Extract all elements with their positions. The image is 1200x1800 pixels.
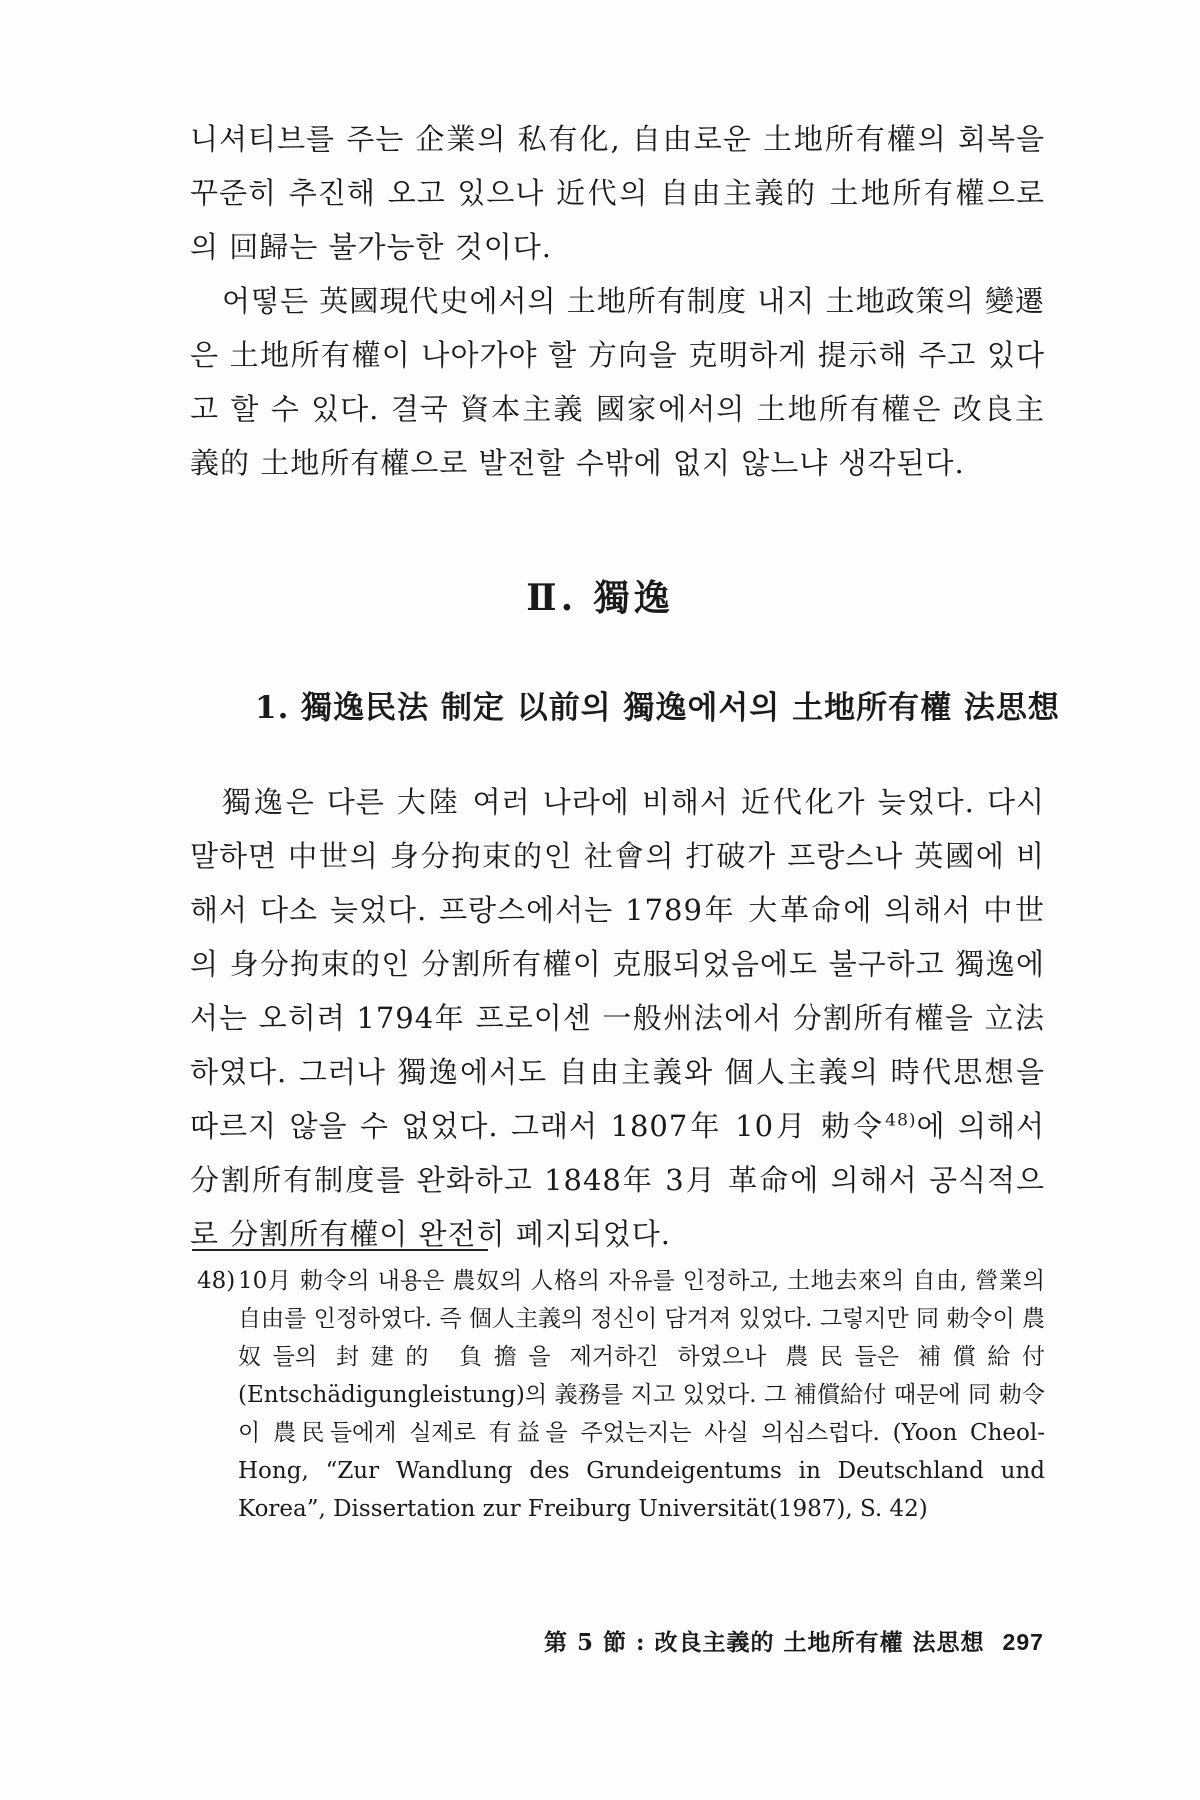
top-text-block [190,112,1045,490]
running-footer [544,1624,1044,1657]
chapter-title: Ⅱ. 獨逸 [526,577,674,619]
footnote-48 [197,1262,1045,1528]
running-head-text: 第 5 節 : 改良主義的 土地所有權 法思想 [544,1629,985,1656]
paragraph-text-after-ref: 에 의해서 分割所有制度를 완화하고 1848年 3月 革命에 의해서 공식적으로 分割所有權이 완전히 폐지되었다. [190,1109,1045,1251]
page-number: 297 [1002,1629,1044,1655]
paragraph-continued: 니셔티브를 주는 企業의 私有化, 自由로운 土地所有權의 회복을 꾸준히 추진해 오고 있으나 近代의 自由主義的 土地所有權으로의 回歸는 불가능한 것이다. [190,122,1045,264]
paragraph-germany [190,775,1045,1261]
footnote-divider [192,1249,488,1251]
main-text-block [190,775,1045,1261]
paragraph-text-before-ref: 獨逸은 다른 大陸 여러 나라에 비해서 近代化가 늦었다. 다시 말하면 中世의 身分拘束的인 社會의 打破가 프랑스나 英國에 비해서 다소 늦었다. 프랑스에서는 1789年 大革命에 의해서 中世의 身分拘束的인 分割所有權이 克服되었음에도 불구하고 獨逸에서는 오히려 1794年 프로이센 一般州法에서 分割所有權을 立法하였다. 그러나 獨逸에서도 自由主義와 個人主義의 時代思想을 따르지 않을 수 없었다. 그래서 1807年 10月 勅令 [190,785,1045,1143]
footnote-reference[interactable]: 48) [885,1110,917,1131]
section-title: 1. 獨逸民法 制定 以前의 獨逸에서의 土地所有權 法思想 [255,690,1060,726]
footnote-number: 48) [197,1268,236,1294]
footnote-text: 10月 勅令의 내용은 農奴의 人格의 자유를 인정하고, 土地去來의 自由, 營業의 自由를 인정하였다. 즉 個人主義의 정신이 담겨져 있었다. 그렇지만 同 勅令이 農奴들의 封建的 負擔을 제거하긴 하였으나 農民들은 補償給付(Entschädigungleistung)의 義務를 지고 있었다. 그 補償給付 때문에 同 勅令이 農民들에게 실제로 有益을 주었는지는 사실 의심스럽다. (Yoon Cheol-Hong, “Zur Wandlung des Grundeigentums in Deutschland und Korea”, Dissertation zur Freiburg Universität(1987), S. 42) [238,1268,1045,1522]
paragraph-england-summary: 어떻든 英國現代史에서의 土地所有制度 내지 土地政策의 變遷은 土地所有權이 나아가야 할 方向을 克明하게 提示해 주고 있다고 할 수 있다. 결국 資本主義 國家에서의 土地所有權은 改良主義的 土地所有權으로 발전할 수밖에 없지 않느냐 생각된다. [190,284,1045,480]
